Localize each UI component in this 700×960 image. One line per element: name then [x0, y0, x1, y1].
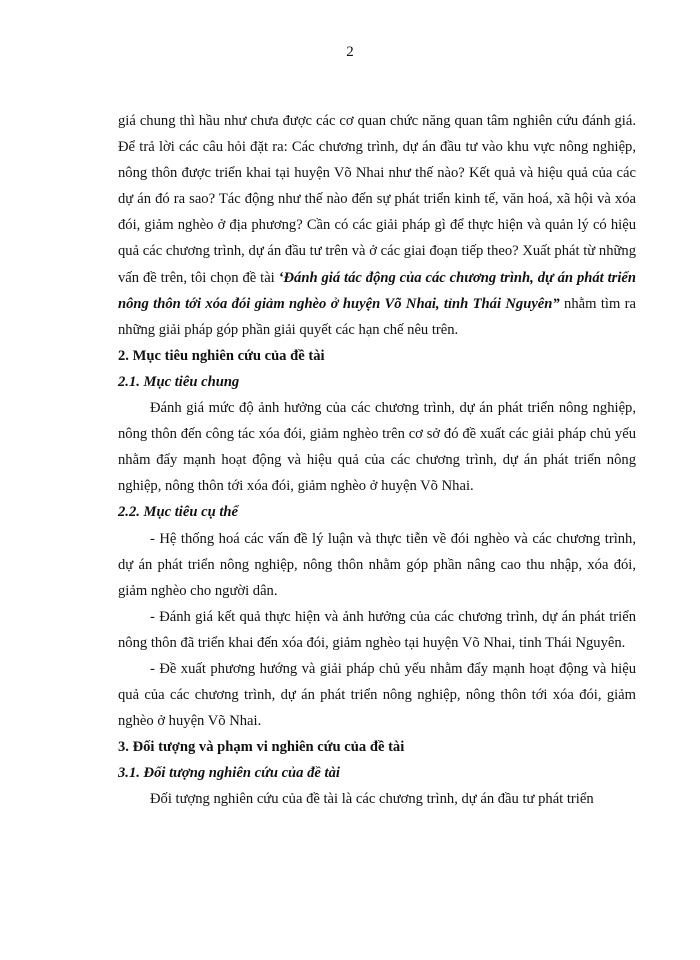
objective-item: - Hệ thống hoá các vấn đề lý luận và thực tiễn về đói nghèo và các chương trình, dự án phát triển nông nghiệp, nông thôn nhằm góp phần nâng cao thu nhập, xóa đói, giảm nghèo cho người dân. [118, 530, 636, 599]
objective-item: - Đề xuất phương hướng và giải pháp chủ yếu nhằm đẩy mạnh hoạt động và hiệu quả của các chương trình, dự án phát triển nông nghiệp, nông thôn tới xóa đói, giảm nghèo ở huyện Võ Nhai. [118, 660, 636, 730]
intro-text-end: nhằm tìm ra những giải pháp góp phần giải quyết các hạn chế nêu trên. [118, 295, 636, 338]
intro-paragraph [118, 108, 636, 343]
general-objective-paragraph: Đánh giá mức độ ảnh hưởng của các chương trình, dự án phát triển nông nghiệp, nông thôn đến công tác xóa đói, giảm nghèo trên cơ sở đó đề xuất các giải pháp chủ yếu nhằm đẩy mạnh hoạt động và hiệu quả của các chương trình, dự án phát triển nông nghiệp, nông thôn tới xóa đói, giảm nghèo ở huyện Võ Nhai. [118, 400, 636, 495]
section-3-heading: 3. Đối tượng và phạm vi nghiên cứu của đề tài [118, 739, 405, 756]
section-2-2-heading: 2.2. Mục tiêu cụ thể [118, 504, 238, 521]
intro-text: giá chung thì hầu như chưa được các cơ quan chức năng quan tâm nghiên cứu đánh giá. Để trả lời các câu hỏi đặt ra: Các chương trình, dự án đầu tư vào khu vực nông nghiệp, nông thôn được triển khai tại huyện Võ Nhai như thế nào? Kết quả và hiệu quả của các dự án đó ra sao? Tác động như thế nào đến sự phát triển kinh tế, văn hoá, xã hội và xóa đói, giảm nghèo ở địa phương? Cần có các giải pháp gì để thực hiện và quản lý có hiệu quả các chương trình, dự án đầu tư trên và ở các giai đoạn tiếp theo? Xuất phát từ những vấn đề trên, tôi chọn đề tài [118, 113, 636, 286]
research-object-paragraph: Đối tượng nghiên cứu của đề tài là các chương trình, dự án đầu tư phát triển [150, 791, 594, 808]
section-2-heading: 2. Mục tiêu nghiên cứu của đề tài [118, 347, 325, 364]
objective-item: - Đánh giá kết quả thực hiện và ảnh hưởng của các chương trình, dự án phát triển nông thôn đã triển khai đến xóa đói, giảm nghèo tại huyện Võ Nhai, tỉnh Thái Nguyên. [118, 608, 636, 651]
document-body [118, 108, 636, 813]
section-2-1-heading: 2.1. Mục tiêu chung [118, 373, 240, 390]
topic-title: ‘Đánh giá tác động của các chương trình, dự án phát triển nông thôn tới xóa đói giảm nghèo ở huyện Võ Nhai, tỉnh Thái Nguyên” [118, 269, 637, 312]
section-3-1-heading: 3.1. Đối tượng nghiên cứu của đề tài [118, 765, 340, 782]
page-number: 2 [346, 44, 354, 60]
